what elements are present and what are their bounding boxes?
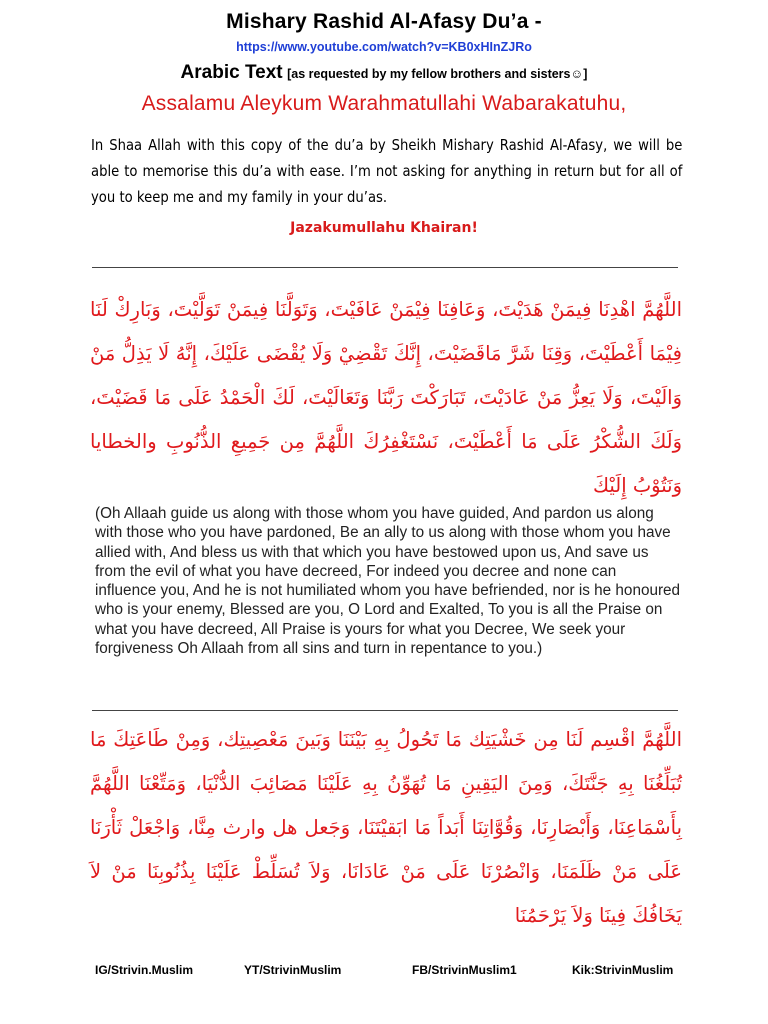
thanks-line: Jazakumullahu Khairan! — [290, 220, 478, 236]
dua-2-arabic: اللَّهُمَّ اقْسِم لَنَا مِن خَشْيَتِك مَا تَحُولُ بِهِ بَيْنَنَا وَبَينَ مَعْصِيتِك، وَمِنْ طَاعَتِكَ مَا تُبَلِّغُنَا بِهِ جَنَّتَكَ، وَمِنَ اليَقِينِ مَا تُهَوِّنُ بِهِ عَلَيْنَا مَصَائِبَ الدُّنْيَا، وَمَتِّعْنَا اللَّهُمَّ بِأَسْمَاعِنَا، وَأَبْصَارِنَا، وَقُوَّاتِنَا أَبَداً مَا ابَقيْتَنَا، وَجَعل هل وارث مِنَّا، وَاجْعَلْ ثَأْرَنَا عَلَى مَنْ ظَلَمَنَا، وَانْصُرْنَا عَلَى مَنْ عَادَانَا، وَلاَ تُسَلِّطْ عَلَيْنَا بِذُنُوبِنَا مَنْ لاَ يَخَافُكَ فِينَا وَلاَ يَرْحَمُنَا — [90, 728, 682, 927]
dua-1-arabic: اللَّهُمَّ اهْدِنَا فِيمَنْ هَدَيْتَ، وَعَافِنَا فِيْمَنْ عَافَيْتَ، وَتَوَلَّنَا فِيمَنْ تَوَلَّيْتَ، وَبَارِكْ لَنَا فِيْمَا أَعْطَيْتَ، وَقِنَا شَرَّ مَاقَضَيْتَ، إِنَّكَ تَقْضِيْ وَلَا يُقْضَى عَلَيْكَ، إِنَّهُ لَا يَذِلُّ مَنْ وَالَيْتَ، وَلَا يَعِزُّ مَنْ عَادَيْتَ، تَبَارَكْتَ رَبَّنَا وَتَعَالَيْتَ، لَكَ الْحَمْدُ عَلَى مَا قَضَيْتَ، وَلَكَ الشُّكْرُ عَلَى مَا أَعْطَيْتَ، نَسْتَغْفِرُكَ اللَّهُمَّ مِن جَمِيعِ الذُّنُوبِ والخطايا وَنَتُوْبُ إِلَيْكَ — [90, 298, 682, 497]
footer-facebook: FB/StrivinMuslim1 — [412, 963, 517, 977]
footer — [0, 963, 768, 983]
subtitle-main: Arabic Text — [180, 62, 283, 83]
subtitle-note: [as requested by my fellow brothers and sisters☺] — [287, 67, 588, 81]
divider-2 — [92, 710, 678, 711]
footer-instagram: IG/Strivin.Muslim — [95, 963, 194, 977]
dua-1-translation: (Oh Allaah guide us along with those whom you have guided, And pardon us along with those who you have pardoned, Be an ally to us along with those whom you have allied with, And bless us with that which you have bestowed upon us, And save us from the evil of what you have decreed, For indeed you decree and none can influence you, And he is not humiliated whom you have befriended, nor is he honoured who is your enemy, Blessed are you, O Lord and Exalted, To you is all the Praise on what you have decreed, All Praise is yours for what you Decree, We seek your forgiveness Oh Allaah from all sins and turn in repentance to you.) — [95, 505, 681, 658]
footer-youtube: YT/StrivinMuslim — [244, 963, 342, 977]
intro-paragraph: In Shaa Allah with this copy of the du’a by Sheikh Mishary Rashid Al-Afasy, we will be able to memorise this du’a with ease. I’m not asking for anything in return but for all of you to keep me and my family in your du’as. — [91, 136, 683, 206]
footer-kik: Kik:StrivinMuslim — [572, 963, 674, 977]
subtitle — [0, 62, 768, 84]
greeting: Assalamu Aleykum Warahmatullahi Wabarakatuhu, — [141, 92, 627, 115]
divider-1 — [92, 267, 678, 268]
youtube-link[interactable]: https://www.youtube.com/watch?v=KB0xHInZJRo — [236, 40, 532, 54]
page-title: Mishary Rashid Al-Afasy Du’a - — [226, 10, 542, 33]
